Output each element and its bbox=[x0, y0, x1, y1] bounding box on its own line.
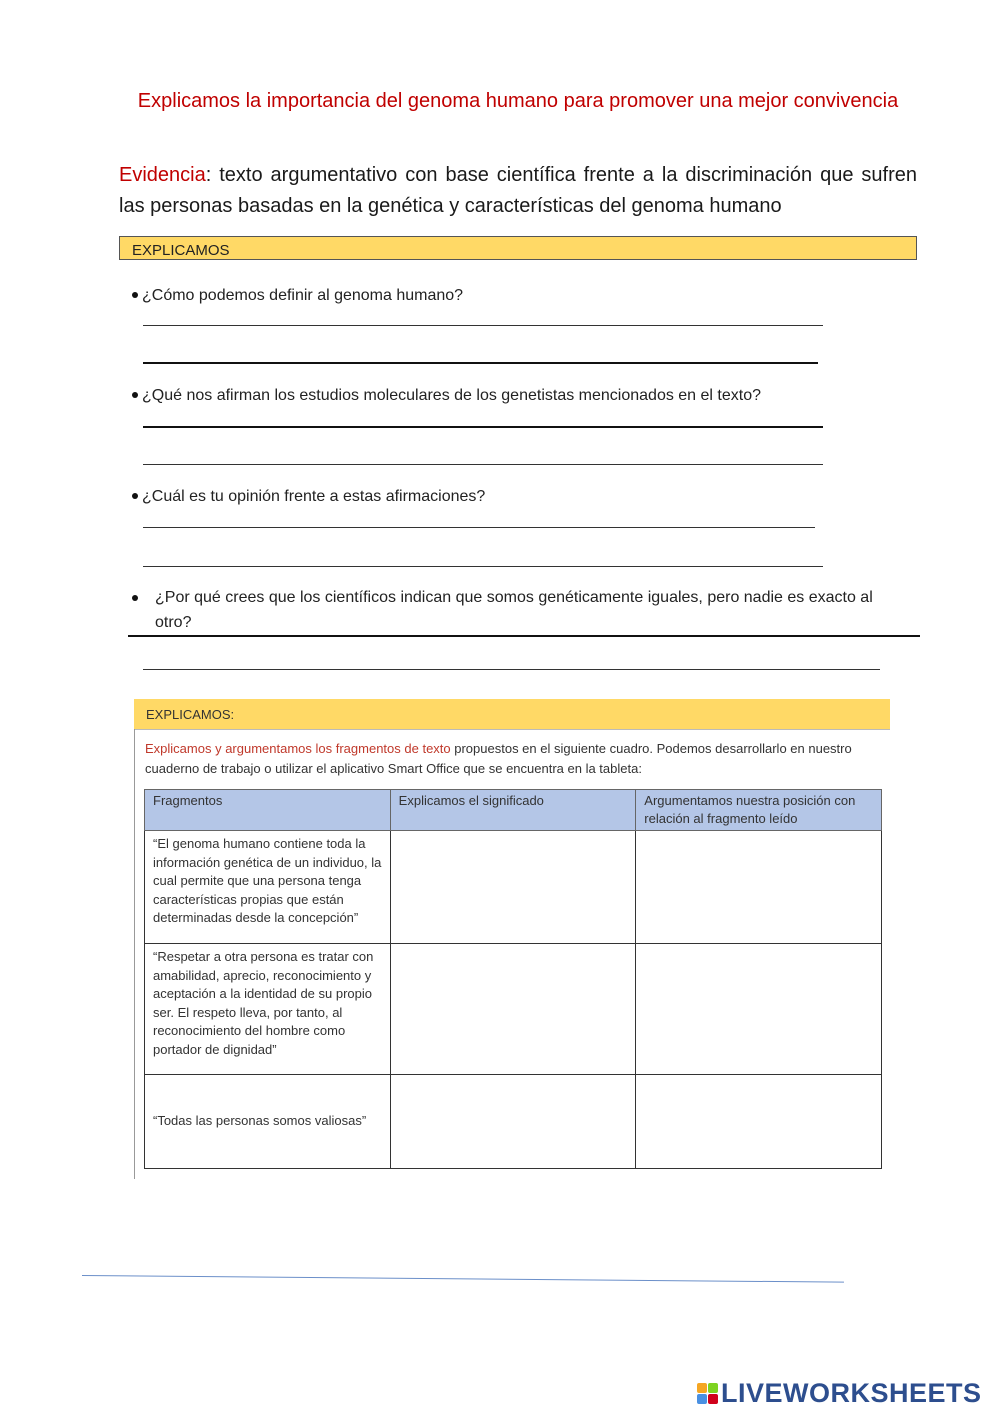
answer-line-1b[interactable] bbox=[143, 362, 818, 364]
embedded-intro-text: propuestos en el siguiente cuadro. Podemos desarrollarlo en nuestro cuaderno de trabajo o utilizar el aplicativo Smart Office que se encuentra en la tableta: bbox=[145, 741, 852, 776]
embedded-worksheet bbox=[134, 699, 892, 1179]
answer-cell[interactable] bbox=[390, 831, 636, 944]
table-row bbox=[145, 944, 882, 1075]
bullet-icon bbox=[132, 392, 138, 398]
bullet-icon bbox=[132, 493, 138, 499]
answer-cell[interactable] bbox=[390, 944, 636, 1075]
liveworksheets-logo[interactable] bbox=[697, 1378, 982, 1408]
table-row bbox=[145, 831, 882, 944]
table-header-row bbox=[145, 790, 882, 831]
fragment-cell: “Respetar a otra persona es tratar con amabilidad, aprecio, reconocimiento y aceptación a la identidad de su propio ser. El respeto lleva, por tanto, al reconocimiento del hombre como portador de dignidad” bbox=[145, 944, 391, 1075]
fragments-table bbox=[144, 789, 882, 1169]
answer-cell[interactable] bbox=[390, 1075, 636, 1169]
question-1-text: ¿Cómo podemos definir al genoma humano? bbox=[142, 287, 464, 304]
embedded-header-label: EXPLICAMOS: bbox=[146, 707, 235, 722]
table-row bbox=[145, 1075, 882, 1169]
answer-cell[interactable] bbox=[636, 1075, 882, 1169]
bullet-icon bbox=[132, 595, 138, 601]
column-header-posicion: Argumentamos nuestra posición con relación al fragmento leído bbox=[636, 790, 882, 831]
question-1 bbox=[132, 283, 463, 308]
page-title: Explicamos la importancia del genoma humano para promover una mejor convivencia bbox=[137, 90, 899, 112]
column-header-significado: Explicamos el significado bbox=[390, 790, 636, 831]
fragment-cell: “Todas las personas somos valiosas” bbox=[145, 1075, 391, 1169]
divider-line bbox=[82, 1275, 844, 1283]
answer-line-1a[interactable] bbox=[143, 325, 823, 326]
evidence-text: : texto argumentativo con base científica frente a la discriminación que sufren las personas basadas en la genética y características del genoma humano bbox=[119, 164, 917, 217]
evidence-paragraph bbox=[119, 160, 917, 222]
section-header-label: EXPLICAMOS bbox=[132, 242, 230, 259]
answer-cell[interactable] bbox=[636, 944, 882, 1075]
logo-text: LIVEWORKSHEETS bbox=[721, 1377, 982, 1408]
answer-line-4b[interactable] bbox=[143, 669, 880, 670]
question-2-text: ¿Qué nos afirman los estudios moleculares de los genetistas mencionados en el texto? bbox=[142, 387, 762, 404]
embedded-left-border bbox=[134, 729, 135, 1179]
section-header bbox=[119, 236, 917, 260]
question-2 bbox=[132, 383, 761, 408]
embedded-intro-highlight: Explicamos y argumentamos los fragmentos de texto bbox=[145, 741, 451, 756]
question-3 bbox=[132, 484, 485, 509]
question-4-text: ¿Por qué crees que los científicos indican que somos genéticamente iguales, pero nadie es exacto al otro? bbox=[155, 589, 873, 631]
answer-cell[interactable] bbox=[636, 831, 882, 944]
logo-icon bbox=[697, 1383, 718, 1404]
answer-line-3b[interactable] bbox=[143, 566, 823, 567]
answer-line-4a[interactable] bbox=[128, 635, 920, 637]
evidence-label: Evidencia bbox=[119, 164, 206, 186]
bullet-icon bbox=[132, 292, 138, 298]
embedded-header bbox=[134, 699, 890, 730]
answer-line-2a[interactable] bbox=[143, 426, 823, 428]
question-4 bbox=[132, 585, 912, 635]
embedded-intro bbox=[145, 739, 880, 779]
answer-line-2b[interactable] bbox=[143, 464, 823, 465]
answer-line-3a[interactable] bbox=[143, 527, 815, 528]
question-3-text: ¿Cuál es tu opinión frente a estas afirmaciones? bbox=[142, 488, 486, 505]
fragment-cell: “El genoma humano contiene toda la información genética de un individuo, la cual permite que una persona tenga características propias que están determinadas desde la concepción” bbox=[145, 831, 391, 944]
column-header-fragmentos: Fragmentos bbox=[145, 790, 391, 831]
